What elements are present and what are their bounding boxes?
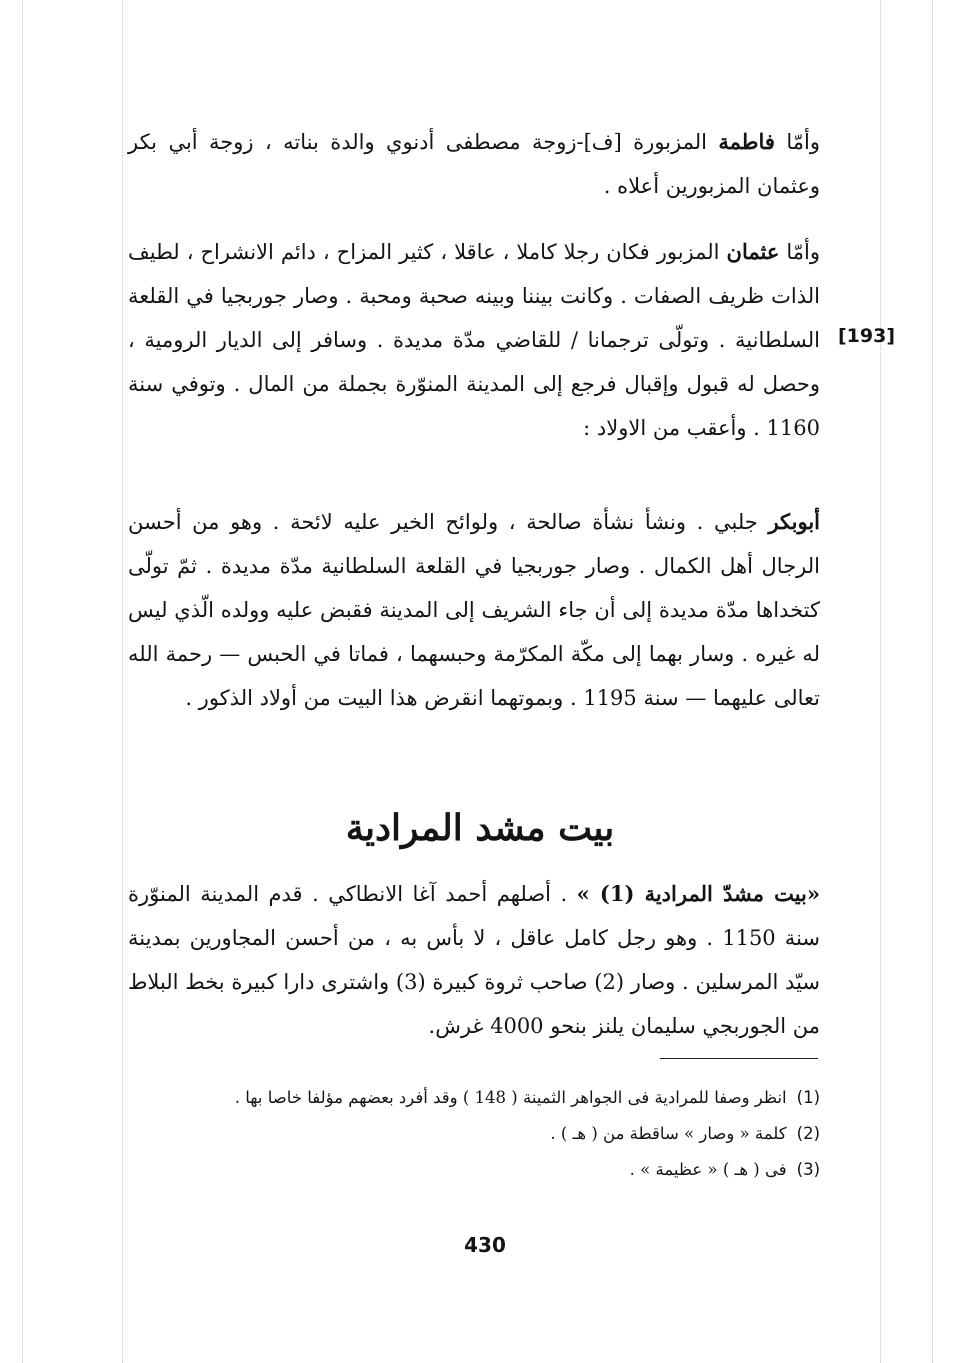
footnote-2: (2)كلمة « وصار » ساقطة من ( هـ ) . [550, 1124, 820, 1143]
footnote-1: (1)انظر وصفا للمرادية فى الجواهر الثمينة ( 148 ) وقد أفرد بعضهم مؤلفا خاصا بها . [234, 1088, 820, 1107]
original-page-marker: [193] [838, 325, 896, 347]
footnote-separator [660, 1058, 818, 1059]
footnote-3: (3)فى ( هـ ) « عظيمة » . [629, 1160, 820, 1179]
person-name: «بيت مشدّ المرادية (1) » [576, 881, 821, 906]
scan-dotted-line [932, 0, 933, 1363]
page-number: 430 [464, 1233, 506, 1257]
person-name: أبوبكر [768, 509, 820, 534]
section-heading: بيت مشد المرادية [345, 807, 615, 849]
paragraph-abubakr: أبوبكر جلبي . ونشأ نشأة صالحة ، ولوائح الخير عليه لائحة . وهو من أحسن الرجال أهل الكمال . وصار جوربجيا في القلعة السلطانية مدّة مديدة . ثمّ تولّى كتخداها مدّة مديدة إلى أن جاء الشريف إلى المدينة فقبض عليه وولده الّذي ليس له غيره . وسار بهما إلى مكّة المكرّمة وحبسهما ، فماتا في الحبس — رحمة الله تعالى عليهما — سنة 1195 . وبموتهما انقرض هذا البيت من أولاد الذكور . [128, 509, 820, 710]
person-name: فاطمة [718, 129, 775, 154]
scan-dotted-line [122, 0, 123, 1363]
person-name: عثمان [726, 239, 780, 264]
paragraph-othman: وأمّا عثمان المزبور فكان رجلا كاملا ، عاقلا ، كثير المزاح ، دائم الانشراح ، لطيف الذات ظريف الصفات . وكانت بيننا وبينه صحبة ومحبة . وصار جوربجيا في القلعة السلطانية . وتولّى ترجمانا / للقاضي مدّة مديدة . وسافر إلى الديار الرومية ، وحصل له قبول وإقبال فرجع إلى المدينة المنوّرة بجملة من المال . وتوفي سنة 1160 . وأعقب من الاولاد : [128, 239, 820, 440]
paragraph-muradiya: «بيت مشدّ المرادية (1) » . أصلهم أحمد آغا الانطاكي . قدم المدينة المنوّرة سنة 1150 . وهو رجل كامل عاقل ، لا بأس به ، من أحسن المجاورين بمدينة سيّد المرسلين . وصار (2) صاحب ثروة كبيرة (3) واشترى دارا كبيرة بخط البلاط من الجوربجي سليمان يلنز بنحو 4000 غرش. [128, 881, 821, 1038]
paragraph-fatima: وأمّا فاطمة المزبورة [ف]-زوجة مصطفى أدنوي والدة بناته ، زوجة أبي بكر وعثمان المزبورين أعلاه . [128, 129, 820, 198]
scan-dotted-line [22, 0, 23, 1363]
scan-dotted-line [880, 0, 881, 1363]
footnotes [128, 1080, 820, 1188]
